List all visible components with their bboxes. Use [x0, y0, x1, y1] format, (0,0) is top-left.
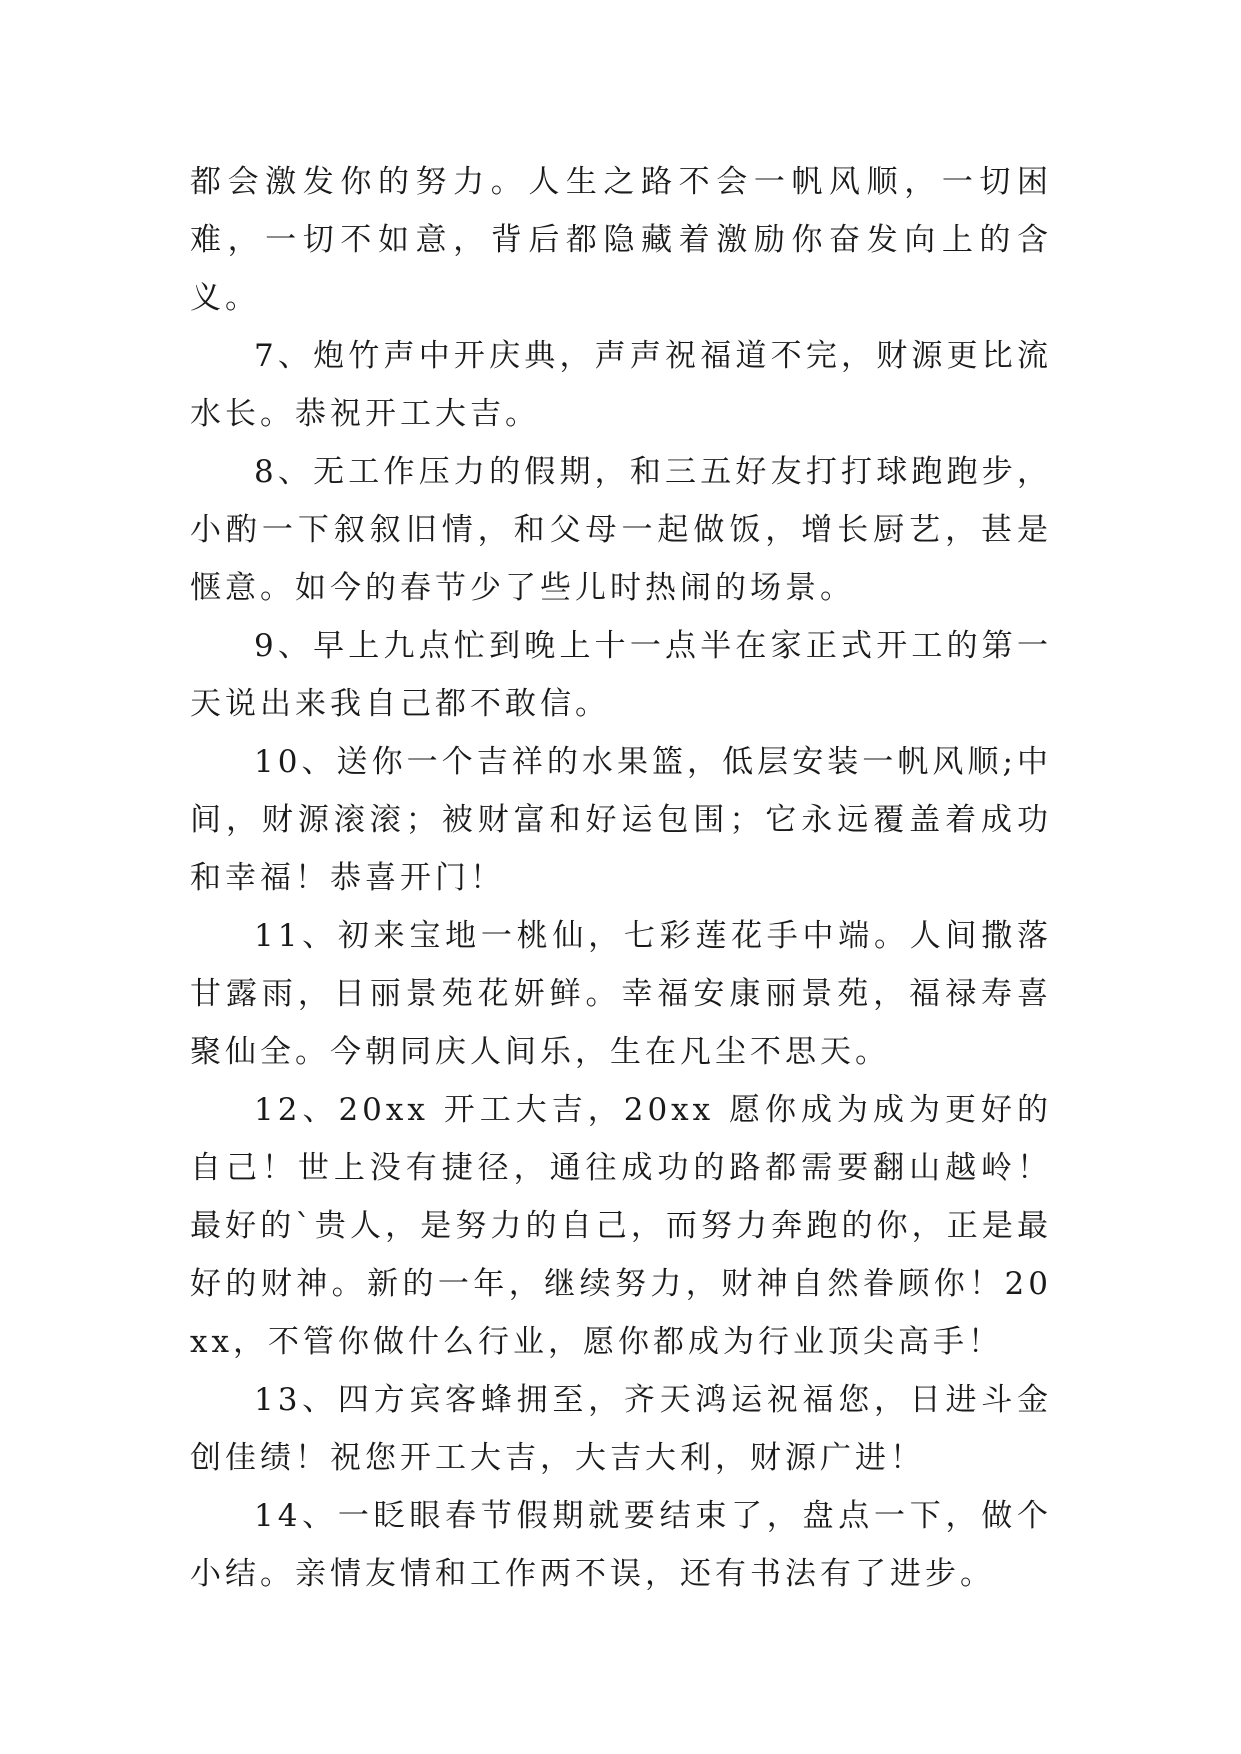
- paragraph-continued: 都会激发你的努力。人生之路不会一帆风顺，一切困难，一切不如意，背后都隐藏着激励你奋发向上的含义。: [190, 164, 1052, 316]
- paragraph-10: 10、送你一个吉祥的水果篮，低层安装一帆风顺;中间，财源滚滚；被财富和好运包围；它永远覆盖着成功和幸福！恭喜开门！: [190, 744, 1052, 896]
- paragraph-9: 9、早上九点忙到晚上十一点半在家正式开工的第一天说出来我自己都不敢信。: [190, 628, 1052, 722]
- paragraph-8: 8、无工作压力的假期，和三五好友打打球跑跑步，小酌一下叙叙旧情，和父母一起做饭，增长厨艺，甚是惬意。如今的春节少了些儿时热闹的场景。: [190, 454, 1052, 606]
- paragraph-12: 12、20xx 开工大吉，20xx 愿你成为成为更好的自己！世上没有捷径，通往成功的路都需要翻山越岭！最好的`贵人，是努力的自己，而努力奔跑的你，正是最好的财神。新的一年，继续努力，财神自然眷顾你！20xx，不管你做什么行业，愿你都成为行业顶尖高手！: [190, 1092, 1052, 1360]
- paragraph-13: 13、四方宾客蜂拥至，齐天鸿运祝福您，日进斗金创佳绩！祝您开工大吉，大吉大利，财源广进！: [190, 1382, 1052, 1476]
- paragraph-11: 11、初来宝地一桃仙，七彩莲花手中端。人间撒落甘露雨，日丽景苑花妍鲜。幸福安康丽景苑，福禄寿喜聚仙全。今朝同庆人间乐，生在凡尘不思天。: [190, 918, 1052, 1070]
- paragraph-14: 14、一眨眼春节假期就要结束了，盘点一下，做个小结。亲情友情和工作两不误，还有书法有了进步。: [190, 1498, 1052, 1592]
- paragraph-7: 7、炮竹声中开庆典，声声祝福道不完，财源更比流水长。恭祝开工大吉。: [190, 338, 1052, 432]
- document-body: [190, 153, 1052, 1603]
